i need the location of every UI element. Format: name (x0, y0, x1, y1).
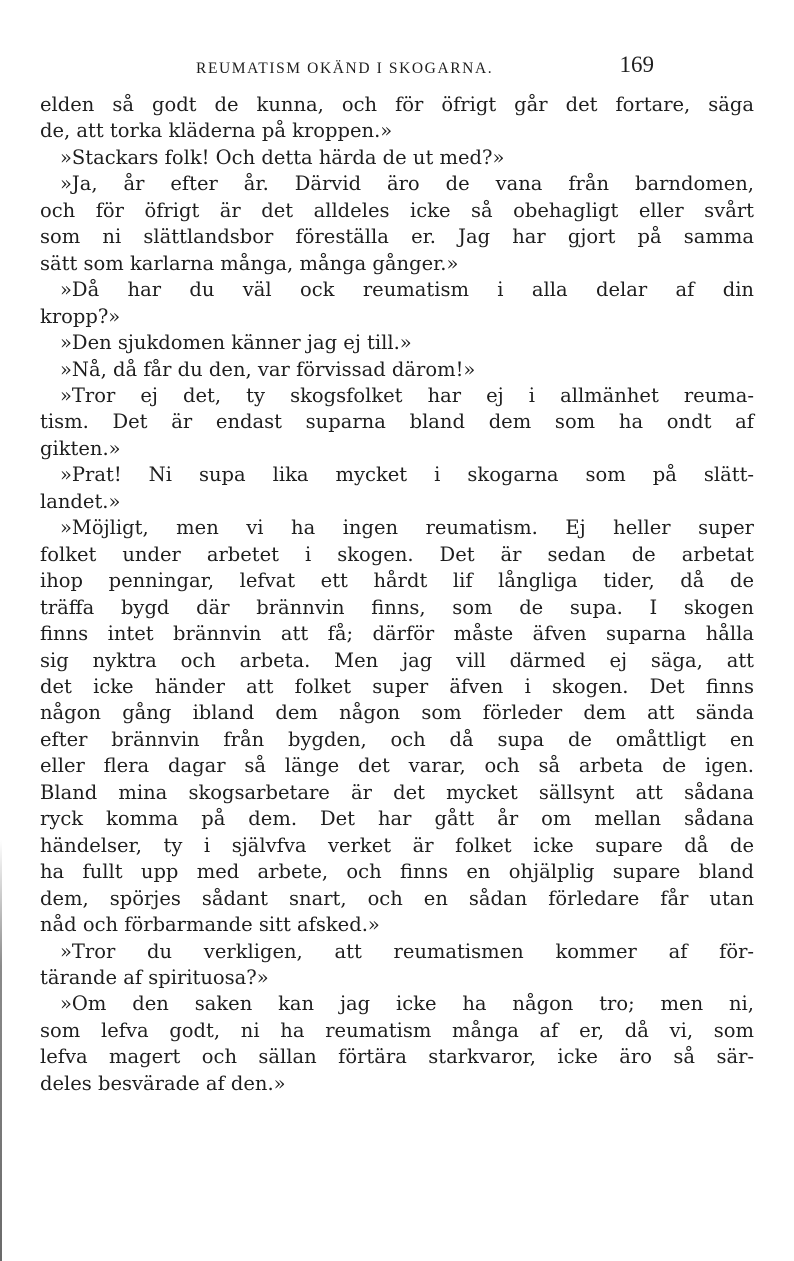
text-line: ihop penningar, lefvat ett hårdt lif långliga tider, då de (40, 569, 754, 593)
page-number: 169 (619, 52, 654, 77)
text-line: lefva magert och sällan förtära starkvaror, icke äro så sär- (40, 1045, 754, 1069)
text-line: »Då har du väl ock reumatism i alla delar af din (60, 278, 754, 302)
page-edge-shadow (0, 840, 2, 1261)
body-text (40, 92, 754, 1097)
text-line: dem, spörjes sådant snart, och en sådan förledare får utan (40, 886, 754, 910)
text-line: Bland mina skogsarbetare är det mycket sällsynt att sådana (40, 780, 754, 804)
text-line: »Om den saken kan jag icke ha någon tro; men ni, (60, 992, 754, 1016)
text-line: landet.» (40, 489, 121, 513)
text-line: eller flera dagar så länge det varar, och så arbeta de igen. (40, 754, 754, 778)
text-line: »Nå, då får du den, var förvissad därom!» (60, 357, 476, 381)
text-line: sätt som karlarna många, många gånger.» (40, 251, 459, 275)
text-line: de, att torka kläderna på kroppen.» (40, 119, 393, 143)
text-line: gikten.» (40, 436, 121, 460)
text-line: »Prat! Ni supa lika mycket i skogarna som på slätt- (60, 463, 754, 487)
text-line: kropp?» (40, 304, 121, 328)
text-line: nåd och förbarmande sitt afsked.» (40, 913, 380, 937)
text-line: som ni slättlandsbor föreställa er. Jag har gjort på samma (40, 225, 754, 249)
text-line: och för öfrigt är det alldeles icke så obehagligt eller svårt (40, 198, 754, 222)
text-line: sig nyktra och arbeta. Men jag vill därmed ej säga, att (40, 648, 754, 672)
text-line: elden så godt de kunna, och för öfrigt går det fortare, säga (40, 93, 754, 116)
text-line: deles besvärade af den.» (40, 1071, 286, 1095)
text-line: ryck komma på dem. Det har gått år om mellan sådana (40, 807, 754, 831)
text-line: det icke händer att folket super äfven i skogen. Det finns (40, 674, 754, 698)
text-line: finns intet brännvin att få; därför måste äfven suparna hålla (40, 622, 754, 646)
text-line: »Tror ej det, ty skogsfolket har ej i allmänhet reuma- (60, 383, 754, 407)
text-line: tärande af spirituosa?» (40, 965, 269, 989)
text-line: »Stackars folk! Och detta härda de ut med?» (60, 145, 505, 169)
text-line: »Möjligt, men vi ha ingen reumatism. Ej heller super (60, 516, 754, 540)
text-line: »Ja, år efter år. Därvid äro de vana från barndomen, (60, 172, 754, 196)
page-header (196, 52, 654, 84)
running-head: REUMATISM OKÄND I SKOGARNA. (196, 60, 494, 77)
text-line: »Den sjukdomen känner jag ej till.» (60, 331, 412, 355)
text-line: folket under arbetet i skogen. Det är sedan de arbetat (40, 542, 754, 566)
text-line: efter brännvin från bygden, och då supa de omåttligt en (40, 727, 754, 751)
text-line: tism. Det är endast suparna bland dem som ha ondt af (40, 410, 754, 434)
text-line: ha fullt upp med arbete, och finns en ohjälplig supare bland (40, 860, 754, 884)
text-line: träffa bygd där brännvin finns, som de supa. I skogen (40, 595, 754, 619)
text-line: händelser, ty i självfva verket är folket icke supare då de (40, 833, 754, 857)
text-line: »Tror du verkligen, att reumatismen kommer af för- (60, 939, 754, 963)
text-line: någon gång ibland dem någon som förleder dem att sända (40, 701, 754, 725)
text-line: som lefva godt, ni ha reumatism många af er, då vi, som (40, 1018, 754, 1042)
